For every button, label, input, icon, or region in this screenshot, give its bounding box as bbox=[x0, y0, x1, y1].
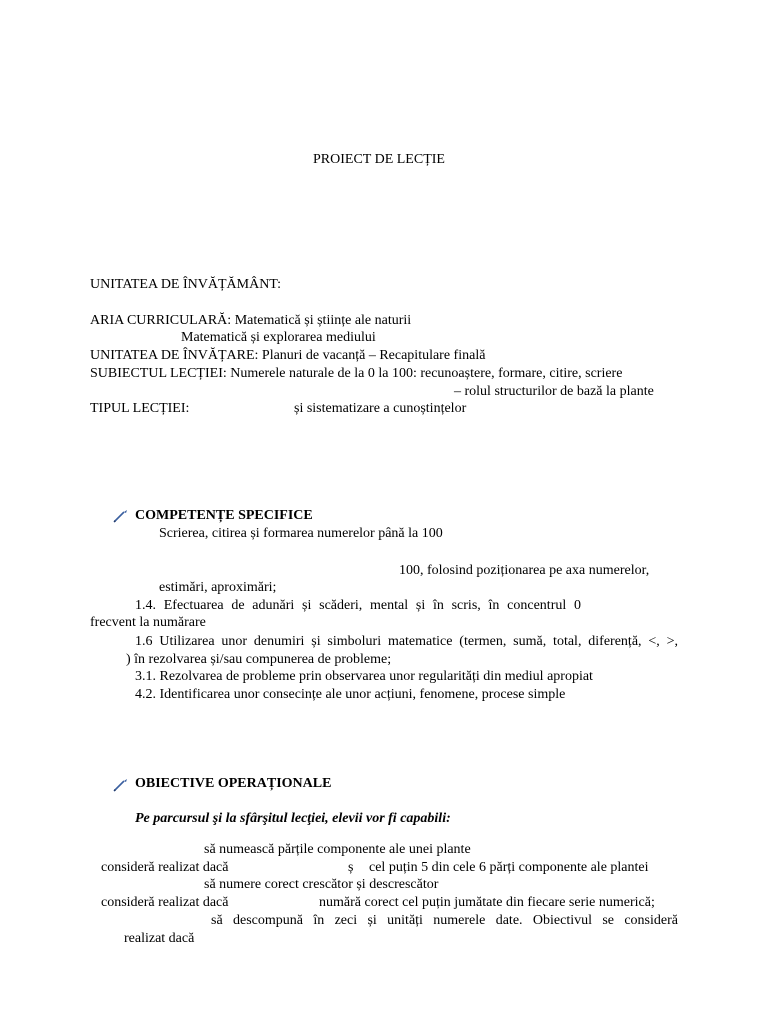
unitatea-invatare-value: Planuri de vacanță – Recapitulare finală bbox=[261, 348, 486, 363]
subiect-value-line2: – rolul structurilor de bază la plante bbox=[454, 384, 654, 399]
obiectiv-2: să numere corect crescător și descrescător bbox=[204, 877, 439, 892]
competenta-line-7: ) în rezolvarea și/sau compunerea de probleme; bbox=[126, 652, 392, 667]
competenta-line-9: 4.2. Identificarea unor consecințe ale unor acțiuni, fenomene, procese simple bbox=[135, 687, 566, 702]
unitatea-invatare-line bbox=[90, 348, 485, 364]
tip-lectiei-label: TIPUL LECȚIEI: bbox=[90, 401, 190, 416]
unitatea-invatare-label: UNITATEA DE ÎNVĂȚARE: bbox=[90, 348, 259, 363]
competenta-line-6: 1.6 Utilizarea unor denumiri și simboluri matematice (termen, sumă, total, diferență, <, >, bbox=[135, 634, 678, 649]
subiect-line bbox=[90, 366, 622, 382]
competenta-line-3: estimări, aproximări; bbox=[159, 580, 277, 595]
competenta-line-2: 100, folosind poziționarea pe axa numerelor, bbox=[399, 563, 650, 578]
obiectiv-1-criteriu-b: ș bbox=[348, 860, 354, 875]
obiective-heading: OBIECTIVE OPERAȚIONALE bbox=[135, 776, 332, 791]
aria-label: ARIA CURRICULARĂ: bbox=[90, 313, 232, 328]
unitatea-invatamant-label: UNITATEA DE ÎNVĂȚĂMÂNT: bbox=[90, 277, 282, 292]
subiect-label: SUBIECTUL LECȚIEI: bbox=[90, 366, 227, 381]
aria-curriculara-line bbox=[90, 313, 411, 329]
obiectiv-3-criteriu: realizat dacă bbox=[124, 931, 195, 946]
obiectiv-1-criteriu-a: consideră realizat dacă bbox=[101, 860, 229, 875]
competenta-line-5: frecvent la numărare bbox=[90, 615, 206, 630]
obiectiv-1-criteriu-c: cel puțin 5 din cele 6 părți componente ale plantei bbox=[369, 860, 649, 875]
obiective-intro: Pe parcursul şi la sfârşitul lecţiei, elevii vor fi capabili: bbox=[135, 811, 451, 826]
competente-heading: COMPETENȚE SPECIFICE bbox=[135, 508, 313, 523]
pen-nib-icon bbox=[112, 508, 128, 524]
obiectiv-2-criteriu-b: numără corect cel puțin jumătate din fiecare serie numerică; bbox=[319, 895, 655, 910]
obiectiv-3: să descompună în zeci și unități numerele date. Obiectivul se consideră bbox=[211, 913, 678, 928]
subiect-value: Numerele naturale de la 0 la 100: recunoaștere, formare, citire, scriere bbox=[230, 366, 623, 381]
aria-value-line2: Matematică și explorarea mediului bbox=[181, 330, 376, 345]
competenta-line-4: 1.4. Efectuarea de adunări și scăderi, mental și în scris, în concentrul 0 bbox=[135, 598, 581, 613]
aria-value: Matematică și științe ale naturii bbox=[234, 313, 412, 328]
pen-nib-icon bbox=[112, 777, 128, 793]
obiectiv-1: să numească părțile componente ale unei plante bbox=[204, 842, 471, 857]
obiectiv-2-criteriu-a: consideră realizat dacă bbox=[101, 895, 229, 910]
page-title: PROIECT DE LECȚIE bbox=[313, 152, 445, 167]
competenta-line-1: Scrierea, citirea și formarea numerelor până la 100 bbox=[159, 526, 443, 541]
competenta-line-8: 3.1. Rezolvarea de probleme prin observarea unor regularități din mediul apropiat bbox=[135, 669, 593, 684]
tip-lectiei-value: și sistematizare a cunoștințelor bbox=[294, 401, 467, 416]
